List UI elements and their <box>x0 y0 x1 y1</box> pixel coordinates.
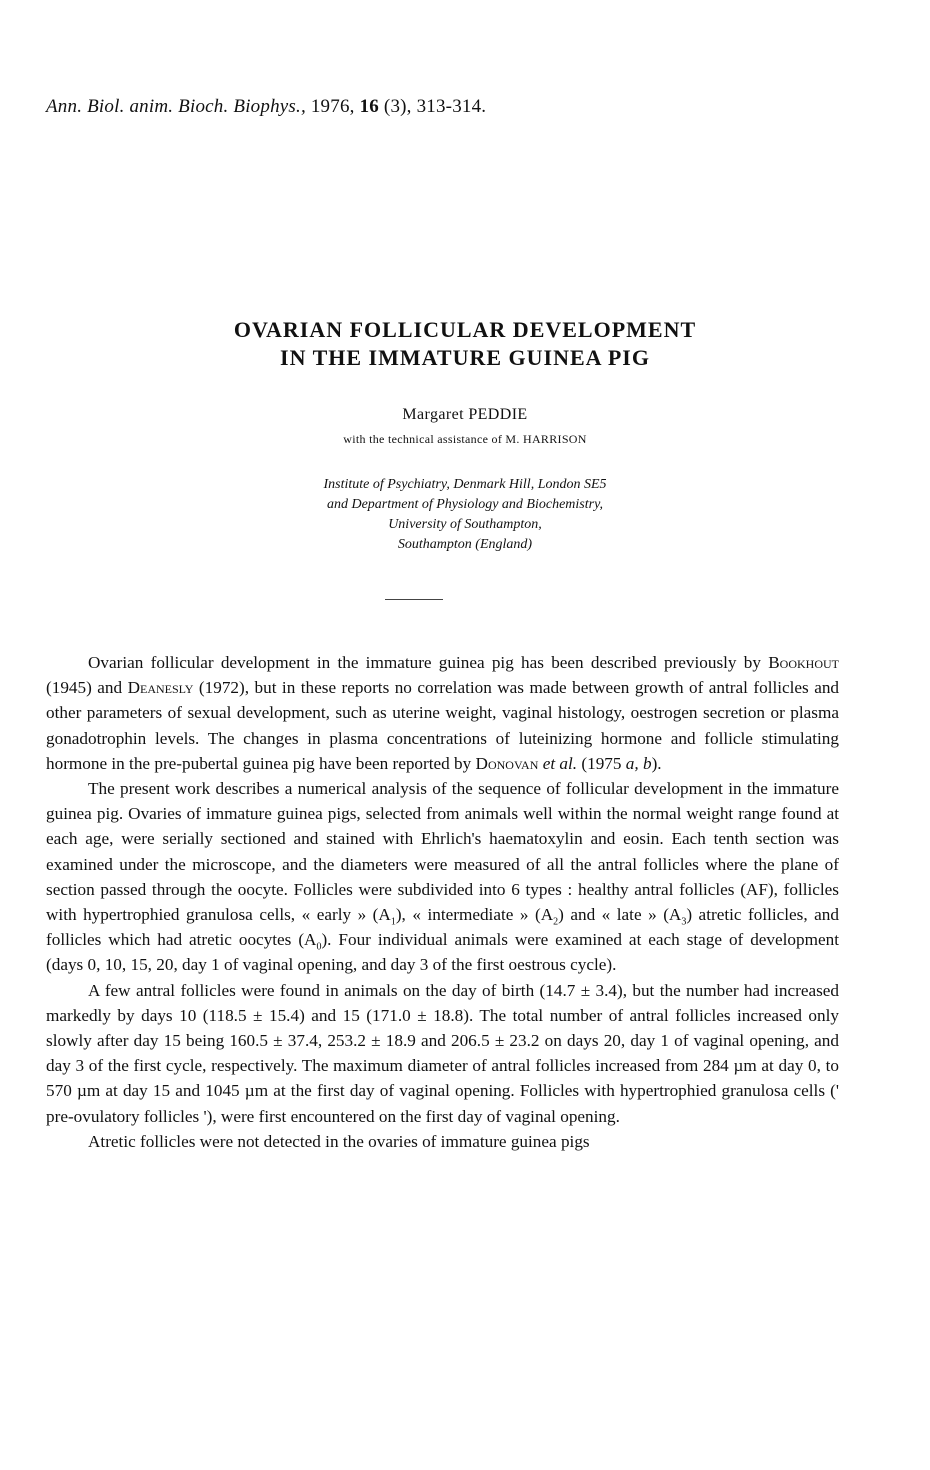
subscript-2: 2 <box>553 916 559 928</box>
et-al: et al. <box>542 753 578 773</box>
citation-year: 1976, <box>310 96 355 117</box>
author-name: Margaret PEDDIE <box>402 406 528 423</box>
p1-text-1: Ovarian follicular development in the immature guinea pig has been described previously by <box>88 653 761 672</box>
body-text <box>46 650 839 1154</box>
author-ref-donovan: Donovan <box>475 753 539 773</box>
citation-pages: (3), 313-314. <box>383 96 487 117</box>
affiliation-line-4: Southampton (England) <box>397 537 533 552</box>
p1-text-2: (1945) and <box>46 678 123 698</box>
technical-assistance: with the technical assistance of M. HARRISON <box>343 432 587 446</box>
paper-title-line-2: IN THE IMMATURE GUINEA PIG <box>280 345 650 370</box>
citation-volume: 16 <box>359 96 379 117</box>
ref-suffix: a, b <box>625 753 652 773</box>
p2-text-1: The present work describes a numerical analysis of the sequence of follicular development in the immature guinea pig. Ovaries of immature guinea pigs, selected from animals well within the normal weight range found at each age, were serially sectioned and stained with Ehrlich's haematoxylin and eosin. Each tenth section was examined under the microscope, and the diameters were measured of all the antral follicles where the plane of section passed through the oocyte. Follicles were subdivided into 6 types : healthy antral follicles (AF), follicles with hypertrophied granulosa cells, « early » (A <box>46 779 839 925</box>
section-divider <box>385 599 443 600</box>
paper-title-line-1: OVARIAN FOLLICULAR DEVELOPMENT <box>233 317 697 342</box>
subscript-1: 1 <box>390 916 396 928</box>
subscript-0: 0 <box>316 941 322 953</box>
author-ref-deanesly: Deanesly <box>127 678 194 698</box>
author-ref-bookhout: Bookhout <box>768 653 840 672</box>
journal-citation <box>46 96 486 118</box>
paragraph-3: A few antral follicles were found in animals on the day of birth (14.7 ± 3.4), but the number had increased markedly by days 10 (118.5 ± 15.4) and 15 (171.0 ± 18.8). The total number of antral follicles increased only slowly after day 15 being 160.5 ± 37.4, 253.2 ± 18.9 and 206.5 ± 23.2 on days 20, day 1 of vaginal opening, and day 3 of the first cycle, respectively. The maximum diameter of antral follicles increased from 284 µm at day 0, to 570 µm at day 15 and 1045 µm at the first day of vaginal opening. Follicles with hypertrophied granulosa cells (' pre-ovulatory follicles '), were first encountered on the first day of vaginal opening. <box>46 980 839 1126</box>
p2-text-2: ), « intermediate » (A <box>395 905 554 925</box>
paragraph-4: Atretic follicles were not detected in the ovaries of immature guinea pigs <box>88 1131 590 1151</box>
subscript-3: 3 <box>681 916 687 928</box>
p1-text-5: ). <box>651 753 662 773</box>
affiliation-line-2: and Department of Physiology and Biochemistry, <box>326 497 604 512</box>
paragraph-1 <box>46 650 839 776</box>
p2-text-3: ) and « late » (A <box>558 905 682 925</box>
affiliation-line-3: University of Southampton, <box>388 517 542 532</box>
affiliation-line-1: Institute of Psychiatry, Denmark Hill, London SE5 <box>323 477 607 492</box>
paragraph-2 <box>46 776 839 978</box>
p2-text-4: ) atretic follicles, and follicles which had atretic oocytes (A <box>46 905 839 950</box>
p2-text-5: ). Four individual animals were examined at each stage of development (days 0, 10, 15, 20, day 1 of vaginal opening, and day 3 of the first oestrous cycle). <box>46 930 839 975</box>
p1-text-4: (1975 <box>581 753 622 773</box>
p1-text-3: (1972), but in these reports no correlation was made between growth of antral follicles and other parameters of sexual development, such as uterine weight, vaginal histology, oestrogen secretion or plasma gonadotrophin levels. The changes in plasma concentrations of luteinizing hormone and follicle stimulating hormone in the pre-pubertal guinea pig have been reported by <box>46 678 840 773</box>
journal-name: Ann. Biol. anim. Bioch. Biophys., <box>46 96 306 117</box>
